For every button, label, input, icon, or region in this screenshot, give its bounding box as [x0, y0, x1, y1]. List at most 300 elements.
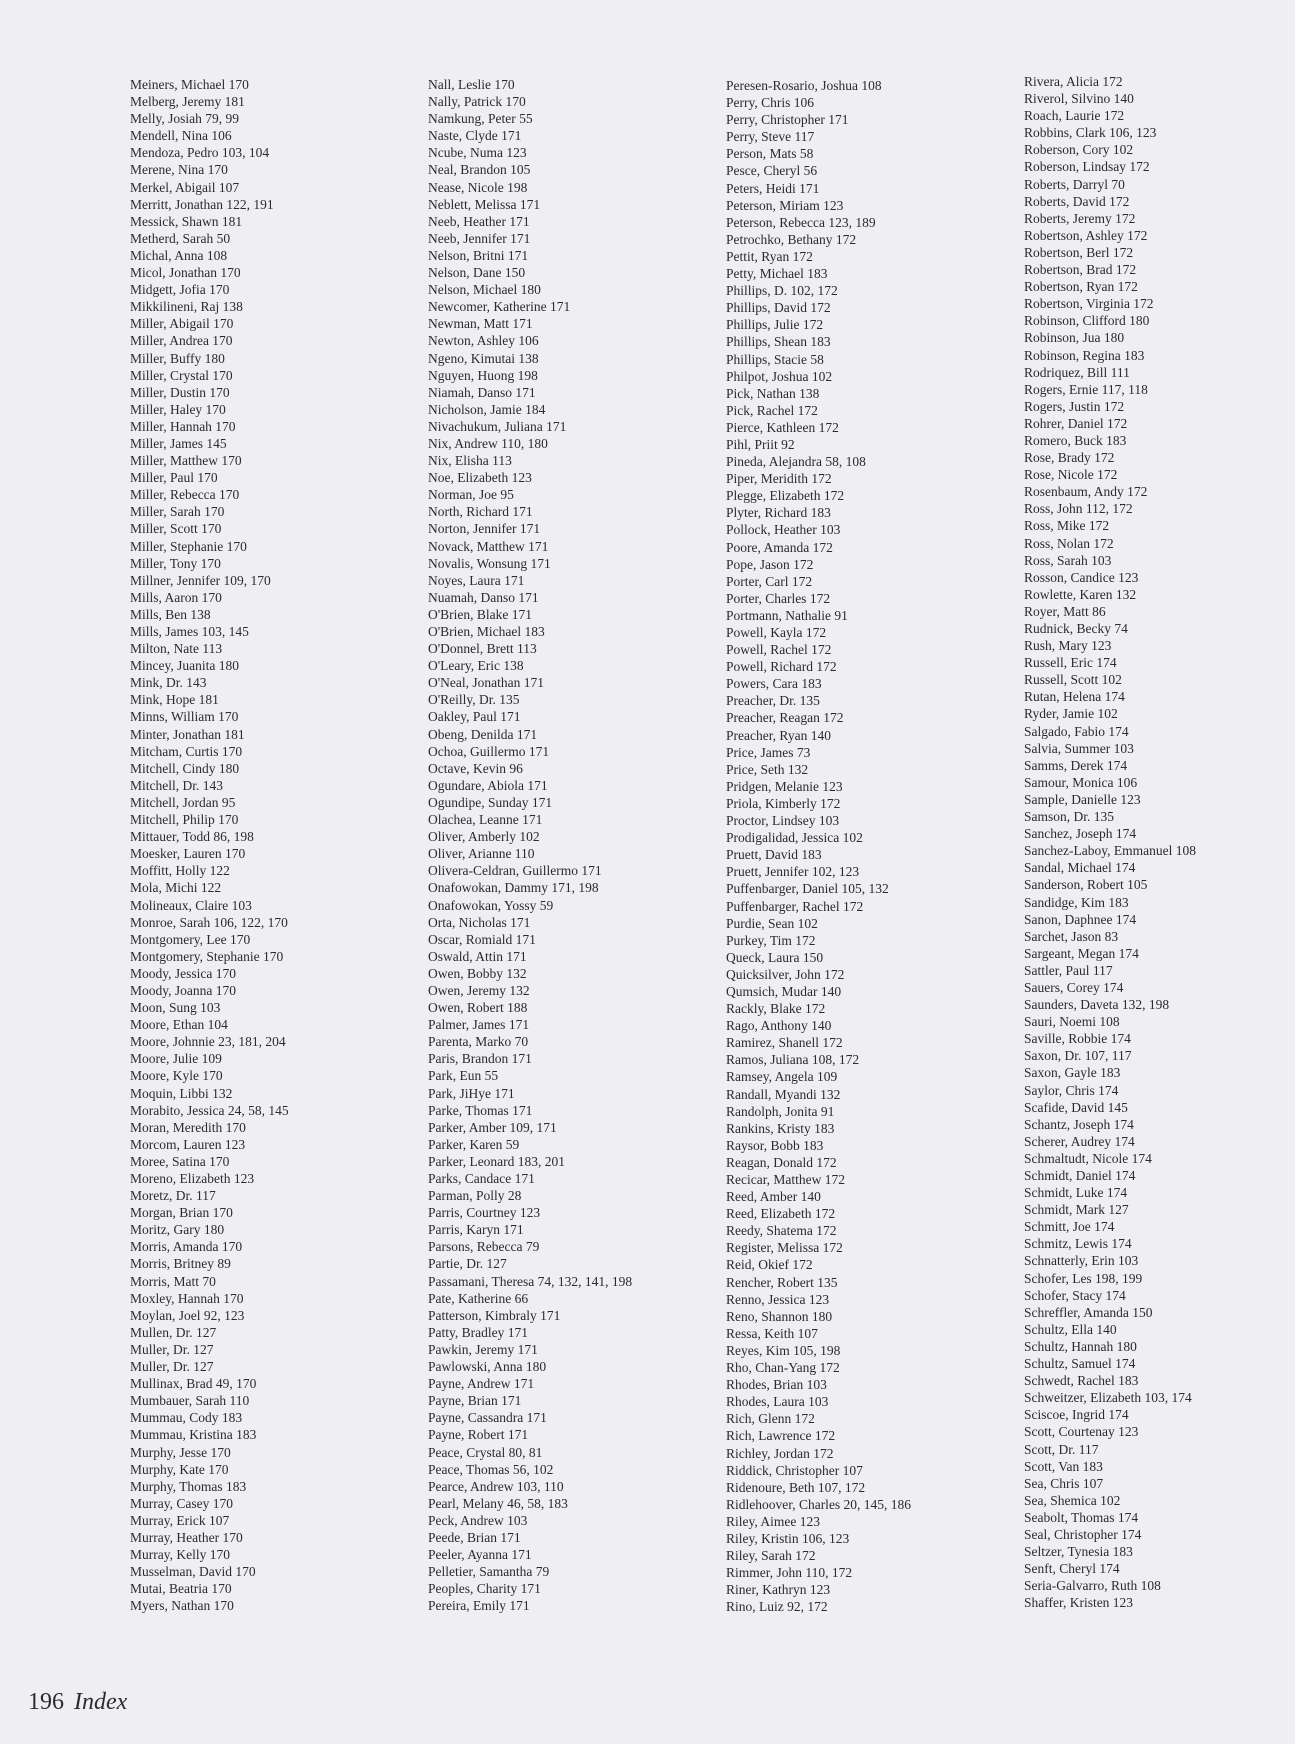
index-entry: Mullen, Dr. 127 [130, 1324, 217, 1340]
index-entry: Powell, Rachel 172 [726, 642, 832, 658]
index-entry: Scott, Dr. 117 [1024, 1441, 1099, 1457]
index-entry: Ridenoure, Beth 107, 172 [726, 1479, 866, 1495]
index-entry: Mitchell, Jordan 95 [130, 794, 236, 810]
index-entry: Payne, Andrew 171 [428, 1376, 535, 1392]
index-entry: Saxon, Gayle 183 [1024, 1065, 1121, 1081]
index-entry: Pick, Rachel 172 [726, 402, 818, 418]
index-entry: Olivera-Celdran, Guillermo 171 [428, 863, 602, 879]
index-entry: Riverol, Silvino 140 [1024, 91, 1134, 107]
index-entry: Miller, Crystal 170 [130, 367, 233, 383]
index-entry: Seria-Galvarro, Ruth 108 [1024, 1578, 1161, 1594]
index-entry: Riner, Kathryn 123 [726, 1582, 831, 1598]
index-entry: Miller, James 145 [130, 435, 227, 451]
index-entry: Milton, Nate 113 [130, 641, 223, 657]
index-entry: Sattler, Paul 117 [1024, 962, 1113, 978]
index-entry: Perry, Chris 106 [726, 95, 814, 111]
index-entry: Payne, Cassandra 171 [428, 1410, 547, 1426]
index-column-1 [130, 76, 420, 1614]
index-entry: Nelson, Michael 180 [428, 282, 541, 298]
index-entry: Parks, Candace 171 [428, 1171, 535, 1186]
index-entry: Morabito, Jessica 24, 58, 145 [130, 1102, 289, 1118]
index-entry: Roberts, Darryl 70 [1024, 176, 1125, 192]
index-entry: Nally, Patrick 170 [428, 94, 526, 110]
index-entry: Raysor, Bobb 183 [726, 1137, 824, 1153]
index-entry: Roberts, David 172 [1024, 193, 1130, 209]
index-entry: Mitchell, Philip 170 [130, 812, 239, 828]
index-entry: Rose, Nicole 172 [1024, 467, 1118, 483]
index-entry: O'Leary, Eric 138 [428, 658, 524, 674]
index-entry: Seal, Christopher 174 [1024, 1526, 1142, 1542]
index-entry: Moxley, Hannah 170 [130, 1290, 244, 1306]
index-entry: Nix, Andrew 110, 180 [428, 435, 548, 451]
index-entry: Rivera, Alicia 172 [1024, 74, 1123, 89]
index-entry: Peace, Crystal 80, 81 [428, 1444, 543, 1460]
index-entry: Ogundare, Abiola 171 [428, 777, 548, 793]
index-entry: Pope, Jason 172 [726, 556, 814, 572]
index-entry: Sciscoe, Ingrid 174 [1024, 1407, 1129, 1423]
index-entry: Payne, Brian 171 [428, 1393, 522, 1409]
index-entry: Preacher, Reagan 172 [726, 710, 844, 726]
index-entry: Philpot, Joshua 102 [726, 368, 833, 384]
index-entry: Shaffer, Kristen 123 [1024, 1595, 1134, 1611]
index-entry: Parsons, Rebecca 79 [428, 1239, 540, 1255]
index-entry: Nicholson, Jamie 184 [428, 401, 546, 417]
index-entry: Muller, Dr. 127 [130, 1359, 214, 1375]
index-entry: Onafowokan, Dammy 171, 198 [428, 880, 599, 896]
index-entry: Ramos, Juliana 108, 172 [726, 1052, 860, 1068]
index-entry: Roach, Laurie 172 [1024, 108, 1125, 124]
index-entry: Scherer, Audrey 174 [1024, 1133, 1135, 1149]
index-entry: Schmidt, Daniel 174 [1024, 1168, 1136, 1183]
index-entry: Russell, Scott 102 [1024, 672, 1122, 688]
index-entry: Puffenbarger, Daniel 105, 132 [726, 881, 889, 897]
index-entry: Mumbauer, Sarah 110 [130, 1393, 250, 1409]
index-entry: Moore, Ethan 104 [130, 1017, 228, 1033]
index-entry: Parke, Thomas 171 [428, 1102, 533, 1118]
index-entry: Mills, Ben 138 [130, 606, 211, 622]
index-entry: O'Reilly, Dr. 135 [428, 692, 520, 708]
index-entry: Murray, Kelly 170 [130, 1547, 230, 1563]
index-entry: Pineda, Alejandra 58, 108 [726, 454, 866, 470]
index-entry: Pearl, Melany 46, 58, 183 [428, 1495, 568, 1511]
index-entry: Miller, Stephanie 170 [130, 538, 247, 554]
index-entry: O'Brien, Michael 183 [428, 624, 545, 639]
index-entry: Phillips, David 172 [726, 300, 831, 316]
index-entry: Oliver, Amberly 102 [428, 829, 540, 845]
index-entry: Norman, Joe 95 [428, 487, 514, 503]
index-entry: Novalis, Wonsung 171 [428, 555, 551, 571]
index-entry: Rhodes, Laura 103 [726, 1394, 829, 1410]
index-entry: Queck, Laura 150 [726, 949, 824, 965]
index-entry: Mummau, Kristina 183 [130, 1427, 257, 1443]
index-entry: Montgomery, Stephanie 170 [130, 948, 284, 964]
index-entry: Ramsey, Angela 109 [726, 1069, 838, 1085]
index-entry: Melly, Josiah 79, 99 [130, 111, 239, 127]
index-entry: Phillips, D. 102, 172 [726, 283, 838, 299]
index-entry: Powell, Kayla 172 [726, 625, 827, 640]
index-entry: Saunders, Daveta 132, 198 [1024, 997, 1170, 1013]
index-entry: Ryder, Jamie 102 [1024, 706, 1118, 722]
index-entry: Phillips, Stacie 58 [726, 351, 824, 367]
index-column-2 [428, 76, 718, 1614]
index-entry: Saville, Robbie 174 [1024, 1031, 1131, 1047]
index-entry: Owen, Robert 188 [428, 1000, 528, 1016]
index-entry: Nivachukum, Juliana 171 [428, 418, 567, 434]
index-entry: Royer, Matt 86 [1024, 603, 1106, 619]
index-entry: Rencher, Robert 135 [726, 1274, 838, 1290]
index-entry: Rimmer, John 110, 172 [726, 1565, 853, 1581]
page-footer [28, 1688, 127, 1716]
index-entry: Morcom, Lauren 123 [130, 1136, 246, 1152]
index-entry: Miller, Tony 170 [130, 555, 221, 571]
index-entry: Phillips, Julie 172 [726, 317, 824, 333]
index-entry: Neblett, Melissa 171 [428, 196, 541, 212]
index-entry: Parker, Karen 59 [428, 1136, 520, 1152]
index-entry: Schmaltudt, Nicole 174 [1024, 1150, 1152, 1166]
index-entry: Miller, Haley 170 [130, 401, 226, 417]
index-entry: Schofer, Stacy 174 [1024, 1287, 1126, 1303]
index-entry: Samms, Derek 174 [1024, 757, 1128, 773]
index-entry: Renno, Jessica 123 [726, 1291, 830, 1307]
index-entry: Murphy, Kate 170 [130, 1461, 229, 1477]
index-entry: Parenta, Marko 70 [428, 1034, 529, 1050]
index-entry: Moritz, Gary 180 [130, 1222, 225, 1238]
index-entry: Peeler, Ayanna 171 [428, 1547, 532, 1563]
index-entry: Prodigalidad, Jessica 102 [726, 830, 863, 846]
index-entry: Merene, Nina 170 [130, 162, 228, 178]
index-entry: Seltzer, Tynesia 183 [1024, 1544, 1133, 1560]
index-entry: Morgan, Brian 170 [130, 1205, 233, 1221]
index-entry: Rush, Mary 123 [1024, 638, 1112, 654]
index-entry: Rago, Anthony 140 [726, 1018, 832, 1034]
index-entry: O'Donnel, Brett 113 [428, 641, 537, 657]
index-entry: Rose, Brady 172 [1024, 450, 1115, 466]
index-entry: Ngeno, Kimutai 138 [428, 350, 539, 366]
index-entry: Mittauer, Todd 86, 198 [130, 829, 254, 845]
index-entry: Nelson, Dane 150 [428, 265, 526, 281]
index-entry: Preacher, Ryan 140 [726, 727, 832, 743]
index-entry: Parman, Polly 28 [428, 1188, 522, 1204]
index-entry: Moody, Joanna 170 [130, 982, 236, 998]
index-entry: Miller, Matthew 170 [130, 453, 242, 469]
index-entry: Rogers, Justin 172 [1024, 398, 1125, 414]
index-entry: Moretz, Dr. 117 [130, 1188, 216, 1204]
index-entry: Myers, Nathan 170 [130, 1598, 234, 1614]
index-entry: Miller, Abigail 170 [130, 316, 234, 332]
index-entry: Neal, Brandon 105 [428, 162, 531, 178]
index-entry: Patty, Bradley 171 [428, 1324, 528, 1340]
index-entry: Millner, Jennifer 109, 170 [130, 572, 271, 588]
index-entry: Onafowokan, Yossy 59 [428, 897, 554, 913]
index-entry: Rowlette, Karen 132 [1024, 586, 1137, 602]
index-entry: Miller, Sarah 170 [130, 504, 225, 520]
index-entry: Messick, Shawn 181 [130, 213, 243, 229]
index-entry: Schantz, Joseph 174 [1024, 1116, 1134, 1132]
index-entry: Miller, Buffy 180 [130, 350, 225, 366]
index-entry: Minns, William 170 [130, 709, 239, 725]
index-entry: Niamah, Danso 171 [428, 384, 536, 400]
index-entry: Proctor, Lindsey 103 [726, 813, 840, 829]
index-entry: Ressa, Keith 107 [726, 1325, 818, 1341]
index-entry: Moore, Julie 109 [130, 1051, 222, 1067]
index-entry: Obeng, Denilda 171 [428, 726, 538, 742]
index-entry: Phillips, Shean 183 [726, 334, 831, 350]
index-entry: Ncube, Numa 123 [428, 145, 527, 161]
index-entry: Schultz, Hannah 180 [1024, 1338, 1137, 1354]
index-entry: Rho, Chan-Yang 172 [726, 1360, 840, 1376]
index-entry: Rogers, Ernie 117, 118 [1024, 381, 1148, 397]
index-entry: Sarchet, Jason 83 [1024, 928, 1119, 944]
index-entry: Miller, Paul 170 [130, 470, 218, 486]
index-entry: Ross, Mike 172 [1024, 518, 1110, 534]
index-entry: Olachea, Leanne 171 [428, 812, 543, 828]
index-entry: Nelson, Britni 171 [428, 247, 529, 263]
index-entry: North, Richard 171 [428, 504, 533, 520]
index-entry: Pawkin, Jeremy 171 [428, 1341, 538, 1357]
index-entry: Passamani, Theresa 74, 132, 141, 198 [428, 1273, 633, 1289]
index-entry: Pridgen, Melanie 123 [726, 778, 843, 794]
index-entry: Schweitzer, Elizabeth 103, 174 [1024, 1390, 1192, 1406]
index-entry: Sauri, Noemi 108 [1024, 1014, 1120, 1030]
index-entry: Mitcham, Curtis 170 [130, 743, 243, 759]
index-entry: Park, Eun 55 [428, 1068, 499, 1084]
index-entry: Moree, Satina 170 [130, 1153, 230, 1169]
index-entry: Pate, Katherine 66 [428, 1290, 529, 1306]
index-entry: Moquin, Libbi 132 [130, 1085, 233, 1101]
index-entry: Oscar, Romiald 171 [428, 931, 536, 947]
index-entry: Roberts, Jeremy 172 [1024, 210, 1136, 226]
index-entry: Reyes, Kim 105, 198 [726, 1342, 841, 1358]
index-entry: Rich, Lawrence 172 [726, 1428, 836, 1444]
index-entry: Randall, Myandi 132 [726, 1086, 841, 1102]
index-entry: Musselman, David 170 [130, 1564, 256, 1580]
index-entry: Robertson, Brad 172 [1024, 262, 1137, 278]
index-entry: Midgett, Jofia 170 [130, 282, 230, 298]
index-entry: Porter, Charles 172 [726, 590, 831, 606]
index-entry: Miller, Dustin 170 [130, 384, 230, 400]
index-entry: Robinson, Jua 180 [1024, 330, 1125, 346]
index-column-3 [726, 77, 1016, 1615]
index-entry: Peresen-Rosario, Joshua 108 [726, 78, 882, 93]
index-entry: Sandidge, Kim 183 [1024, 894, 1129, 910]
index-entry: Owen, Jeremy 132 [428, 982, 530, 998]
index-entry: Murray, Erick 107 [130, 1512, 230, 1528]
index-entry: Purdie, Sean 102 [726, 915, 818, 931]
index-entry: Schnatterly, Erin 103 [1024, 1253, 1139, 1269]
index-entry: Schmitt, Joe 174 [1024, 1219, 1115, 1235]
index-entry: Mendell, Nina 106 [130, 128, 232, 144]
index-entry: Porter, Carl 172 [726, 573, 813, 589]
index-entry: Reid, Okief 172 [726, 1257, 813, 1273]
index-entry: Oswald, Attin 171 [428, 948, 527, 964]
index-entry: Octave, Kevin 96 [428, 760, 523, 776]
index-entry: Oakley, Paul 171 [428, 709, 521, 725]
index-entry: Peterson, Rebecca 123, 189 [726, 214, 876, 230]
index-entry: Ridlehoover, Charles 20, 145, 186 [726, 1496, 912, 1512]
index-entry: Mink, Dr. 143 [130, 675, 207, 691]
index-entry: Neeb, Heather 171 [428, 213, 530, 229]
index-entry: Newton, Ashley 106 [428, 333, 539, 349]
index-entry: Ochoa, Guillermo 171 [428, 743, 550, 759]
index-entry: Sargeant, Megan 174 [1024, 945, 1139, 961]
index-entry: Moesker, Lauren 170 [130, 846, 246, 862]
index-entry: Mola, Michi 122 [130, 880, 222, 896]
index-entry: Miller, Rebecca 170 [130, 487, 240, 503]
index-entry: Ross, John 112, 172 [1024, 501, 1133, 517]
index-entry: Plegge, Elizabeth 172 [726, 488, 845, 504]
index-entry: Noyes, Laura 171 [428, 572, 525, 588]
index-entry: Rankins, Kristy 183 [726, 1120, 835, 1136]
index-entry: Robertson, Berl 172 [1024, 244, 1134, 260]
index-entry: Peterson, Miriam 123 [726, 197, 844, 213]
index-entry: Morris, Amanda 170 [130, 1239, 243, 1255]
index-entry: Schultz, Ella 140 [1024, 1321, 1117, 1337]
index-entry: Sanon, Daphnee 174 [1024, 911, 1137, 927]
index-entry: Qumsich, Mudar 140 [726, 983, 842, 999]
index-entry: Patterson, Kimbraly 171 [428, 1307, 561, 1323]
index-entry: Pawlowski, Anna 180 [428, 1359, 547, 1375]
index-entry: Riley, Aimee 123 [726, 1513, 820, 1529]
index-entry: Poore, Amanda 172 [726, 539, 833, 555]
index-entry: Price, Seth 132 [726, 761, 809, 777]
index-entry: Murphy, Thomas 183 [130, 1478, 247, 1494]
index-entry: Petrochko, Bethany 172 [726, 231, 857, 247]
index-entry: Roberson, Cory 102 [1024, 142, 1134, 158]
index-entry: Pesce, Cheryl 56 [726, 163, 818, 179]
index-entry: Rackly, Blake 172 [726, 1001, 826, 1017]
index-entry: Rodriquez, Bill 111 [1024, 364, 1130, 380]
index-entry: Plyter, Richard 183 [726, 505, 831, 521]
index-entry: Saylor, Chris 174 [1024, 1082, 1119, 1098]
index-entry: Perry, Christopher 171 [726, 112, 849, 128]
index-entry: Pereira, Emily 171 [428, 1598, 530, 1614]
index-entry: Pearce, Andrew 103, 110 [428, 1478, 564, 1494]
index-entry: O'Brien, Blake 171 [428, 606, 533, 622]
index-entry: Riley, Kristin 106, 123 [726, 1530, 850, 1546]
index-entry: Peede, Brian 171 [428, 1529, 521, 1545]
index-entry: Mills, James 103, 145 [130, 624, 249, 639]
index-entry: Muller, Dr. 127 [130, 1341, 214, 1357]
index-entry: Seabolt, Thomas 174 [1024, 1509, 1139, 1525]
index-entry: Pollock, Heather 103 [726, 522, 841, 538]
index-entry: Powers, Cara 183 [726, 676, 822, 692]
index-entry: Mullinax, Brad 49, 170 [130, 1376, 257, 1392]
index-entry: Merritt, Jonathan 122, 191 [130, 196, 274, 212]
index-entry: Rhodes, Brian 103 [726, 1377, 827, 1393]
index-entry: Orta, Nicholas 171 [428, 914, 531, 930]
index-entry: Reed, Amber 140 [726, 1189, 821, 1205]
index-entry: Russell, Eric 174 [1024, 655, 1117, 671]
index-entry: Richley, Jordan 172 [726, 1445, 834, 1461]
index-entry: Price, James 73 [726, 744, 811, 760]
index-entry: Reed, Elizabeth 172 [726, 1206, 836, 1222]
index-entry: Mikkilineni, Raj 138 [130, 299, 243, 315]
index-entry: Samour, Monica 106 [1024, 774, 1138, 790]
index-entry: Norton, Jennifer 171 [428, 521, 541, 537]
index-entry: Schmidt, Mark 127 [1024, 1202, 1129, 1218]
index-entry: Reedy, Shatema 172 [726, 1223, 837, 1239]
index-entry: Murray, Casey 170 [130, 1495, 233, 1511]
index-entry: Nix, Elisha 113 [428, 453, 512, 469]
index-entry: Riddick, Christopher 107 [726, 1462, 863, 1478]
index-entry: Ross, Nolan 172 [1024, 535, 1114, 551]
index-entry: Rosenbaum, Andy 172 [1024, 484, 1148, 500]
index-entry: Mutai, Beatria 170 [130, 1581, 232, 1597]
index-entry: Moran, Meredith 170 [130, 1119, 246, 1135]
index-entry: Molineaux, Claire 103 [130, 897, 252, 913]
index-entry: Mink, Hope 181 [130, 692, 219, 708]
index-entry: Morris, Britney 89 [130, 1256, 231, 1272]
index-entry: Mummau, Cody 183 [130, 1410, 243, 1426]
index-entry: Mendoza, Pedro 103, 104 [130, 145, 270, 161]
index-entry: Pruett, David 183 [726, 847, 822, 863]
index-entry: Puffenbarger, Rachel 172 [726, 898, 864, 914]
index-entry: Schmitz, Lewis 174 [1024, 1236, 1132, 1252]
index-entry: Moody, Jessica 170 [130, 965, 236, 981]
index-entry: Recicar, Matthew 172 [726, 1172, 846, 1187]
index-entry: Schwedt, Rachel 183 [1024, 1373, 1139, 1389]
index-entry: Portmann, Nathalie 91 [726, 607, 848, 623]
index-entry: Peters, Heidi 171 [726, 180, 820, 196]
index-entry: Miller, Andrea 170 [130, 333, 233, 349]
index-entry: Miller, Scott 170 [130, 521, 222, 537]
index-entry: Peck, Andrew 103 [428, 1512, 528, 1528]
index-entry: Moylan, Joel 92, 123 [130, 1307, 245, 1323]
index-entry: Scott, Courtenay 123 [1024, 1424, 1139, 1440]
index-entry: Naste, Clyde 171 [428, 128, 522, 144]
index-entry: Peace, Thomas 56, 102 [428, 1461, 554, 1477]
index-entry: Moore, Johnnie 23, 181, 204 [130, 1034, 286, 1050]
index-entry: Pelletier, Samantha 79 [428, 1564, 550, 1580]
index-entry: Robinson, Regina 183 [1024, 347, 1145, 363]
index-entry: Sample, Danielle 123 [1024, 791, 1141, 807]
index-entry: Priola, Kimberly 172 [726, 795, 841, 811]
index-entry: Salgado, Fabio 174 [1024, 723, 1129, 739]
index-entry: Romero, Buck 183 [1024, 432, 1127, 448]
index-entry: Nall, Leslie 170 [428, 77, 515, 92]
index-entry: Preacher, Dr. 135 [726, 693, 820, 709]
index-entry: Sandal, Michael 174 [1024, 860, 1136, 876]
index-entry: Robertson, Ryan 172 [1024, 279, 1138, 295]
index-entry: Parker, Amber 109, 171 [428, 1119, 557, 1135]
index-entry: Mincey, Juanita 180 [130, 658, 239, 674]
index-entry: Moore, Kyle 170 [130, 1068, 223, 1084]
index-entry: Nuamah, Danso 171 [428, 589, 539, 605]
index-entry: Salvia, Summer 103 [1024, 740, 1134, 756]
index-entry: Moffitt, Holly 122 [130, 863, 230, 879]
index-entry: Ramirez, Shanell 172 [726, 1035, 843, 1051]
index-entry: Montgomery, Lee 170 [130, 931, 251, 947]
index-entry: Petty, Michael 183 [726, 266, 828, 282]
index-entry: Pruett, Jennifer 102, 123 [726, 864, 860, 880]
index-entry: Novack, Matthew 171 [428, 538, 549, 554]
index-entry: Miller, Hannah 170 [130, 418, 236, 434]
index-entry: Rich, Glenn 172 [726, 1411, 815, 1427]
index-entry: Nease, Nicole 198 [428, 179, 528, 195]
index-entry: Rohrer, Daniel 172 [1024, 415, 1128, 431]
index-entry: Quicksilver, John 172 [726, 966, 845, 982]
index-entry: Park, JiHye 171 [428, 1085, 515, 1101]
index-entry: Pettit, Ryan 172 [726, 248, 813, 264]
index-entry: Purkey, Tim 172 [726, 932, 816, 948]
index-entry: Riley, Sarah 172 [726, 1548, 816, 1564]
index-entry: Melberg, Jeremy 181 [130, 94, 245, 110]
index-entry: Reagan, Donald 172 [726, 1154, 837, 1170]
index-column-4 [1024, 73, 1295, 1611]
index-entry: Owen, Bobby 132 [428, 965, 527, 981]
index-entry: Register, Melissa 172 [726, 1240, 843, 1256]
index-entry: Murray, Heather 170 [130, 1529, 243, 1545]
